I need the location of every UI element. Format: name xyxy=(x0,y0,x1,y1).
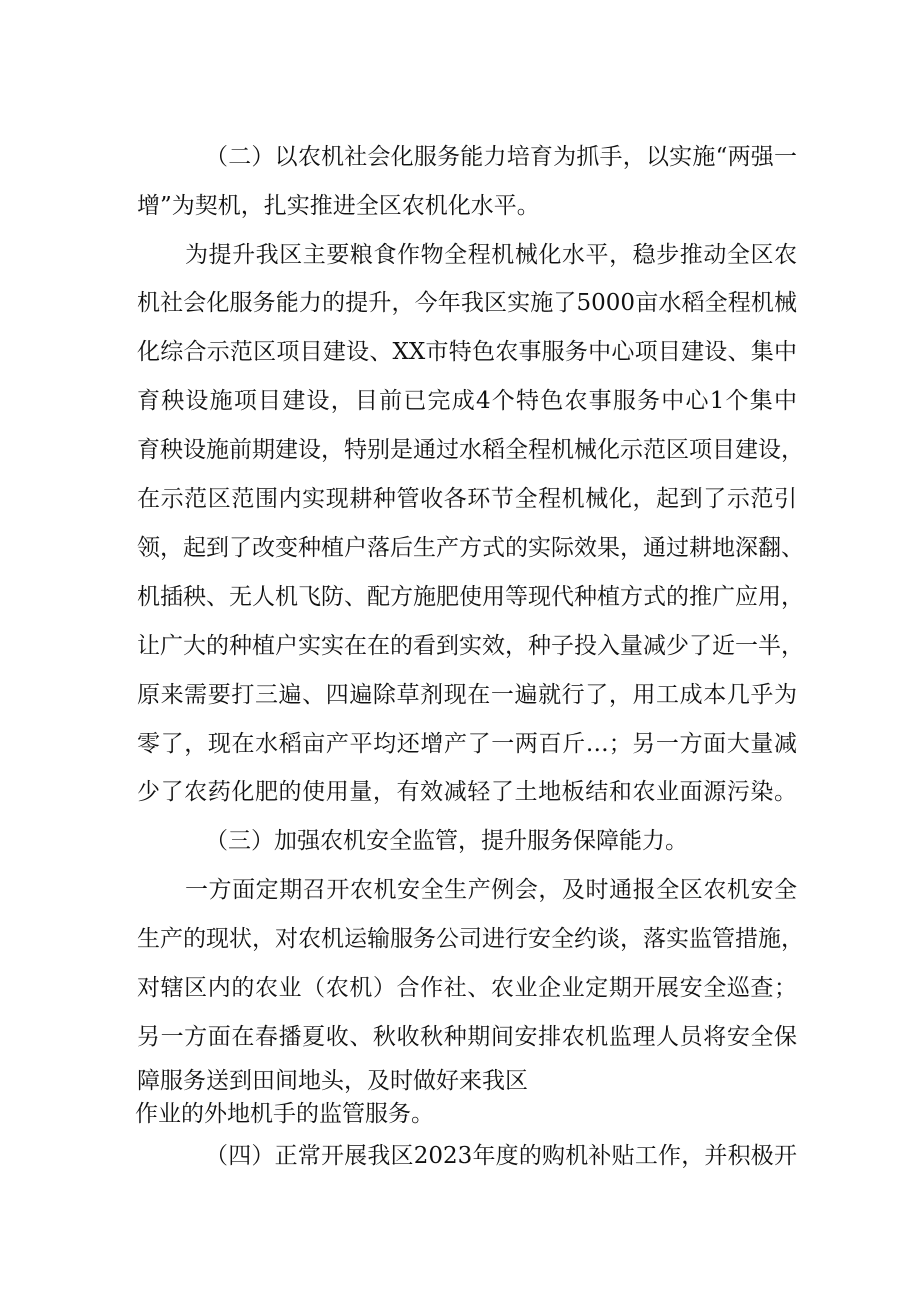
heading-section-2: （二）以农机社会化服务能力培育为抓手，以实施“两强一 xyxy=(205,144,797,170)
paragraph-line: 化综合示范区项目建设、XX市特色农事服务中心项目建设、集中 xyxy=(137,339,797,365)
heading-section-2-cont: 增”为契机，扎实推进全区农机化水平。 xyxy=(137,193,540,219)
paragraph-line: 障服务送到田间地头，及时做好来我区 xyxy=(137,1068,528,1094)
paragraph-line: 让广大的种植户实实在在的看到实效，种子投入量减少了近一半， xyxy=(137,633,804,659)
paragraph-line: 机社会化服务能力的提升，今年我区实施了5000亩水稻全程机械 xyxy=(137,290,797,316)
paragraph-line: 在示范区范围内实现耕种管收各环节全程机械化，起到了示范引 xyxy=(137,486,797,512)
paragraph-line: 对辖区内的农业（农机）合作社、农业企业定期开展安全巡查； xyxy=(137,975,797,1001)
paragraph-line: 另一方面在春播夏收、秋收秋种期间安排农机监理人员将安全保 xyxy=(137,1024,797,1050)
paragraph-line: 机插秧、无人机飞防、配方施肥使用等现代种植方式的推广应用， xyxy=(137,584,804,610)
paragraph-line: 一方面定期召开农机安全生产例会，及时通报全区农机安全 xyxy=(185,877,797,903)
paragraph-line: 领，起到了改变种植户落后生产方式的实际效果，通过耕地深翻、 xyxy=(137,535,804,561)
paragraph-line: 作业的外地机手的监管服务。 xyxy=(135,1101,434,1127)
paragraph-line: 为提升我区主要粮食作物全程机械化水平，稳步推动全区农 xyxy=(185,242,797,268)
heading-section-3: （三）加强农机安全监管，提升服务保障能力。 xyxy=(205,828,688,854)
paragraph-line: 育秧设施项目建设，目前已完成4个特色农事服务中心1个集中 xyxy=(137,388,797,414)
paragraph-line: 原来需要打三遍、四遍除草剂现在一遍就行了，用工成本几乎为 xyxy=(137,682,797,708)
paragraph-line: 生产的现状，对农机运输服务公司进行安全约谈，落实监管措施， xyxy=(137,926,804,952)
paragraph-line: 零了，现在水稻亩产平均还增产了一两百斤…；另一方面大量减 xyxy=(137,731,797,757)
paragraph-line: 育秧设施前期建设，特别是通过水稻全程机械化示范区项目建设， xyxy=(137,437,804,463)
heading-section-4: （四）正常开展我区2023年度的购机补贴工作，并积极开 xyxy=(205,1143,797,1169)
paragraph-line: 少了农药化肥的使用量，有效减轻了土地板结和农业面源污染。 xyxy=(137,779,797,805)
